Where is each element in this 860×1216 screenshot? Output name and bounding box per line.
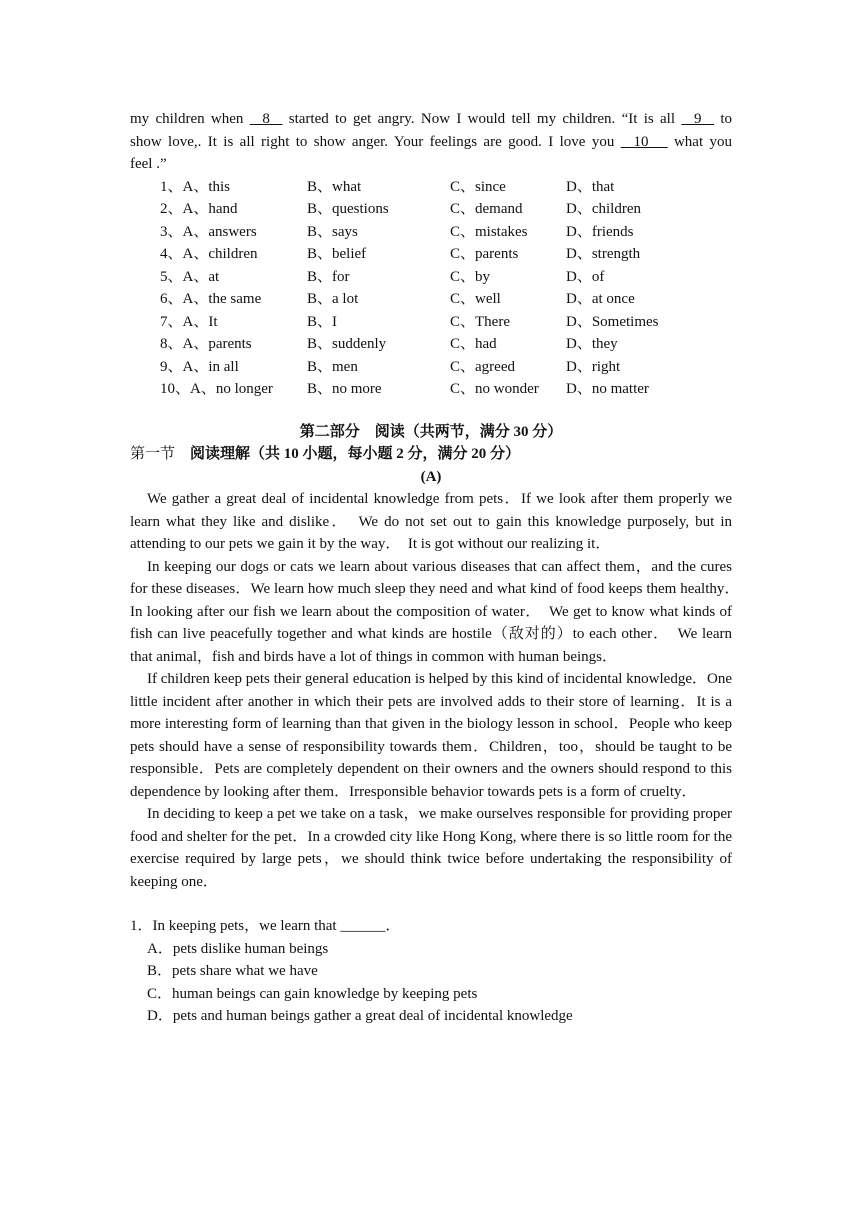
option-row: 5、A、at B、for C、by D、of: [160, 268, 605, 285]
passage-body: [130, 488, 748, 893]
cloze-line-1: [130, 108, 732, 131]
paragraph: If children keep pets their general education is helped by this kind of incidental knowledge．One little incident after another in which their pets are involved adds to their store of learning．It is a more interesting form of learning than that given in the biology lesson in school．People who keep pets should have a sense of responsibility towards them．Children，too，should be taught to be responsible．Pets are completely dependent on their owners and the owners should respond to this dependence by looking after them．Irresponsible behavior towards pets is a form of cruelty．: [130, 671, 732, 800]
option-row: 10、A、no longer B、no more C、no wonder D、no matter: [160, 381, 649, 397]
part-title: 第二部分 阅读（共两节，满分 30 分）: [299, 423, 563, 440]
section-heading: [130, 443, 732, 466]
blank-10: 10: [633, 133, 649, 150]
option-row: 4、A、children B、belief C、parents D、strength: [160, 246, 641, 262]
cloze-text: to: [720, 111, 733, 127]
option-row: 1、A、this B、what C、since D、that: [160, 178, 615, 195]
cloze-line-2: [130, 131, 732, 154]
exam-page: [130, 108, 748, 1028]
option-row: 3、A、answers B、says C、mistakes D、friends: [160, 223, 634, 240]
question-option: A．pets dislike human beings: [147, 940, 329, 957]
paragraph: In deciding to keep a pet we take on a task，we make ourselves responsible for providing proper food and shelter for the pet．In a crowded city like Hong Kong, where there is so little room for the exercise required by large pets，we should think twice before undertaking the responsibility of keeping one．: [130, 806, 732, 890]
paragraph: In keeping our dogs or cats we learn about various diseases that can affect them，and the cures for these diseases．We learn how much sleep they need and what kind of food keeps them healthy． In looking after our fish we learn about the composition of water． We get to know what kinds of fish can live peacefully together and what kinds are hostile（敌对的）to each other． We learn that animal，fish and birds have a lot of things in common with human beings．: [130, 558, 748, 665]
option-row: 9、A、in all B、men C、agreed D、right: [160, 358, 621, 375]
option-row: 2、A、hand B、questions C、demand D、children: [160, 201, 641, 217]
blank-9: 9: [693, 111, 702, 127]
passage-label: (A): [420, 468, 442, 485]
question-option: C．human beings can gain knowledge by keeping pets: [147, 985, 478, 1002]
option-row: 7、A、It B、I C、There D、Sometimes: [160, 313, 659, 330]
option-row: 8、A、parents B、suddenly C、had D、they: [160, 336, 618, 352]
paragraph: We gather a great deal of incidental knowledge from pets．If we look after them properly we learn what they like and dislike． We do not set out to gain this knowledge purposely, but in attending to our pets we gain it by the way． It is got without our realizing it．: [130, 491, 732, 552]
cloze-text: what you: [673, 133, 732, 150]
cloze-line-3: feel .”: [130, 156, 167, 172]
option-row: 6、A、the same B、a lot C、well D、at once: [160, 291, 635, 307]
question-stem: 1．In keeping pets，we learn that ______．: [130, 918, 401, 934]
section-title: 阅读理解（共 10 小题，每小题 2 分，满分 20 分）: [190, 446, 521, 462]
cloze-text: started to get angry. Now I would tell my children. “It is all: [288, 111, 676, 127]
cloze-text: my children when: [130, 111, 244, 127]
cloze-text: show love,. It is all right to show anger. Your feelings are good. I love you: [130, 133, 615, 150]
question-option: B．pets share what we have: [147, 963, 318, 979]
blank-8: 8: [262, 111, 270, 127]
section-label: 第一节: [130, 446, 176, 462]
question-option: D．pets and human beings gather a great deal of incidental knowledge: [147, 1008, 573, 1024]
cloze-options: [130, 176, 732, 401]
